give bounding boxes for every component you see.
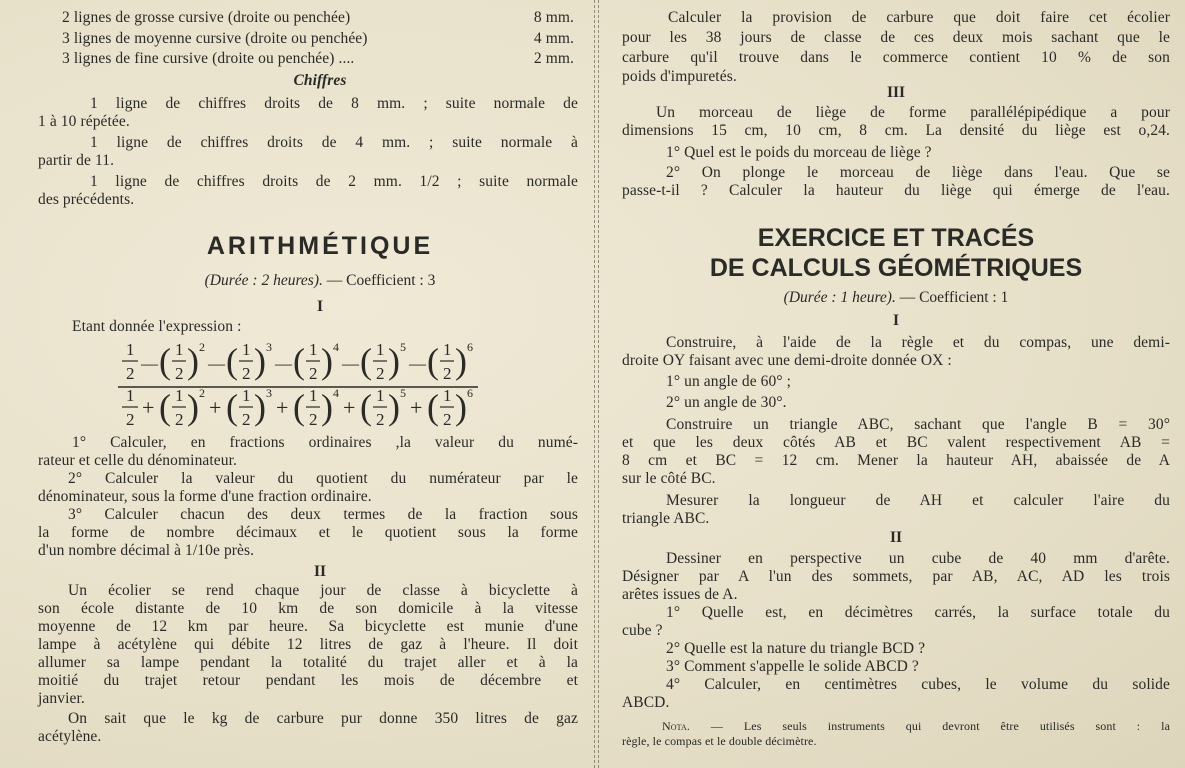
g4-1: Dessiner en perspective un cube de 40 mm d'arête. [666,550,1170,567]
svg-text:(: ( [159,387,171,427]
p2-4: lampe à acétylène qui débite 12 litres de gaz à l'heure. Il doit [38,636,578,653]
svg-text:5: 5 [400,386,406,400]
chiffres-2b: partir de 11. [38,152,115,169]
p2-5: allumer sa lampe pendant la totalité du trajet aller et à la [38,654,578,671]
p2-6: moitié du trajet retour pendant les mois de décembre et [38,672,578,689]
svg-text:): ) [388,387,400,427]
svg-text:1: 1 [126,340,135,359]
g2-4: sur le côté BC. [622,470,716,487]
svg-text:1: 1 [376,340,385,359]
svg-text:3: 3 [266,386,272,400]
g1-2: droite OY faisant avec une demi-droite donnée OX : [622,352,952,369]
svg-text:6: 6 [467,340,473,354]
svg-text:1: 1 [443,386,452,405]
q3a: 1° Quel est le poids du morceau de liège ? [666,144,932,161]
chiffres-3b: des précédents. [38,191,135,208]
g2-2: et que les deux côtés AB et BC valent respectivement AB = [622,434,1170,451]
svg-text:5: 5 [400,340,406,354]
q1-2a: 2° Calculer la valeur du quotient du numérateur par le [68,470,578,487]
svg-text:(: ( [360,341,372,381]
g4q-4b: ABCD. [622,694,670,711]
svg-text:(: ( [293,387,305,427]
geo-section-2: II [889,529,903,546]
svg-text:(: ( [226,341,238,381]
svg-text:2: 2 [126,364,135,383]
chiffres-3a: 1 ligne de chiffres droits de 2 mm. 1/2 ; suite normale [90,173,578,190]
g1-1: Construire, à l'aide de la règle et du compas, une demi- [666,334,1170,351]
svg-text:—: — [141,354,158,373]
g3-2: triangle ABC. [622,510,710,527]
p2c-4: poids d'impuretés. [622,68,737,85]
chiffres-1a: 1 ligne de chiffres droits de 8 mm. ; suite normale de [90,95,578,112]
p2-2: son école distante de 10 km de son domicile à la vitesse [38,600,578,617]
svg-text:(: ( [159,341,171,381]
q3b-2: passe-t-il ? Calculer la hauteur du liège qui émerge de l'eau. [622,182,1170,199]
q1-1b: rateur et celle du dénominateur. [38,452,238,469]
svg-text:2: 2 [309,410,318,429]
arith-section-1: I [316,298,324,315]
svg-text:2: 2 [443,410,452,429]
svg-text:): ) [455,341,467,381]
svg-text:1: 1 [376,386,385,405]
arith-section-3: III [886,84,906,101]
svg-text:): ) [254,341,266,381]
svg-text:2: 2 [199,386,205,400]
svg-text:—: — [208,354,225,373]
svg-text:+: + [343,395,356,420]
svg-text:(: ( [293,341,305,381]
svg-text:2: 2 [126,410,135,429]
p3-2: dimensions 15 cm, 10 cm, 8 cm. La densité du liège est o,24. [622,122,1170,139]
p2c-1: Calculer la provision de carbure que doit faire cet écolier [668,9,1170,26]
p2-3: moyenne de 12 km par heure. Sa bicyclette est munie d'une [38,618,578,635]
p2-7: janvier. [38,690,85,707]
svg-text:+: + [410,395,423,420]
g1b: 2° un angle de 30°. [666,394,787,411]
svg-text:2: 2 [199,340,205,354]
q1-3a: 3° Calculer chacun des deux termes de la fraction sous [68,506,578,523]
expression-intro: Etant donnée l'expression : [72,318,242,335]
g4-2: Désigner par A l'un des sommets, par AB, AC, AD les trois [622,568,1170,585]
svg-text:1: 1 [126,386,135,405]
svg-text:): ) [187,387,199,427]
svg-text:4: 4 [333,386,339,400]
g1a: 1° un angle de 60° ; [666,373,792,390]
svg-text:1: 1 [443,340,452,359]
svg-text:2: 2 [309,364,318,383]
geo-title-line2: DE CALCULS GÉOMÉTRIQUES [709,254,1083,282]
writing-line-3: 3 lignes de fine cursive (droite ou penchée) .... 2 mm. [62,50,574,67]
fraction-expression [48,335,478,435]
svg-text:2: 2 [443,364,452,383]
svg-text:(: ( [427,341,439,381]
arith-section-2: II [313,563,327,580]
svg-text:): ) [321,387,333,427]
geo-section-1: I [892,312,900,329]
svg-text:3: 3 [266,340,272,354]
nota-line1: Nota. — Les seuls instruments qui devront être utilisés sont : la [662,719,1170,733]
p2-1: Un écolier se rend chaque jour de classe à bicyclette à [68,582,578,599]
g2-1: Construire un triangle ABC, sachant que l'angle B = 30° [666,416,1170,433]
p2b-1: On sait que le kg de carbure pur donne 350 litres de gaz [68,710,578,727]
svg-text:): ) [187,341,199,381]
svg-text:1: 1 [242,340,251,359]
svg-text:): ) [254,387,266,427]
svg-text:+: + [142,395,155,420]
q1-3b: la forme de nombre décimaux et le quotient sous la forme [38,524,578,541]
p2b-2: acétylène. [38,728,102,745]
svg-text:(: ( [427,387,439,427]
svg-text:2: 2 [175,364,184,383]
svg-text:1: 1 [175,386,184,405]
p2c-2: pour les 38 jours de classe de ces deux mois sachant que le [622,29,1170,46]
svg-text:1: 1 [175,340,184,359]
q1-1a: 1° Calculer, en fractions ordinaires ,la valeur du numé- [72,434,578,451]
svg-text:(: ( [360,387,372,427]
chiffres-title: Chiffres [293,72,347,89]
svg-text:1: 1 [309,386,318,405]
g4q-2: 2° Quelle est la nature du triangle BCD ? [666,640,926,657]
svg-text:2: 2 [242,410,251,429]
g2-3: 8 cm et BC = 12 cm. Mener la hauteur AH, abaissée de A [622,452,1170,469]
g4q-1a: 1° Quelle est, en décimètres carrés, la surface totale du [666,604,1170,621]
arithmetique-title: ARITHMÉTIQUE [206,232,434,260]
svg-text:—: — [342,354,359,373]
svg-text:6: 6 [467,386,473,400]
svg-text:2: 2 [376,364,385,383]
chiffres-1b: 1 à 10 répétée. [38,113,130,130]
svg-text:): ) [388,341,400,381]
svg-text:—: — [409,354,426,373]
svg-text:): ) [455,387,467,427]
svg-text:—: — [275,354,292,373]
g4q-4a: 4° Calculer, en centimètres cubes, le volume du solide [666,676,1170,693]
svg-text:): ) [321,341,333,381]
svg-text:1: 1 [242,386,251,405]
g4q-3: 3° Comment s'appelle le solide ABCD ? [666,658,919,675]
svg-text:(: ( [226,387,238,427]
svg-text:2: 2 [242,364,251,383]
p2c-3: carbure qu'il trouve dans le commerce contient 10 % de son [622,49,1170,66]
svg-text:+: + [209,395,222,420]
g4q-1b: cube ? [622,622,663,639]
q1-3c: d'un nombre décimal à 1/10e près. [38,542,255,559]
nota-line2: règle, le compas et le double décimètre. [622,734,817,748]
svg-text:2: 2 [376,410,385,429]
svg-text:+: + [276,395,289,420]
g4-3: arêtes issues de A. [622,586,738,603]
p3-1: Un morceau de liège de forme parallélépipédique a pour [656,104,1170,121]
chiffres-2a: 1 ligne de chiffres droits de 4 mm. ; suite normale à [90,134,578,151]
writing-line-2: 3 lignes de moyenne cursive (droite ou penchée) 4 mm. [62,30,574,47]
q3b-1: 2° On plonge le morceau de liège dans l'eau. Que se [666,164,1170,181]
geo-subtitle: (Durée : 1 heure). — Coefficient : 1 [783,289,1009,306]
page-fold [594,0,599,768]
svg-text:2: 2 [175,410,184,429]
g3-1: Mesurer la longueur de AH et calculer l'aire du [666,492,1170,509]
geo-title-line1: EXERCICE ET TRACÉS [757,224,1035,252]
svg-text:4: 4 [333,340,339,354]
q1-2b: dénominateur, sous la forme d'une fraction ordinaire. [38,488,372,505]
arith-subtitle: (Durée : 2 heures). — Coefficient : 3 [204,272,436,289]
svg-text:1: 1 [309,340,318,359]
writing-line-1: 2 lignes de grosse cursive (droite ou penchée) 8 mm. [62,9,574,26]
